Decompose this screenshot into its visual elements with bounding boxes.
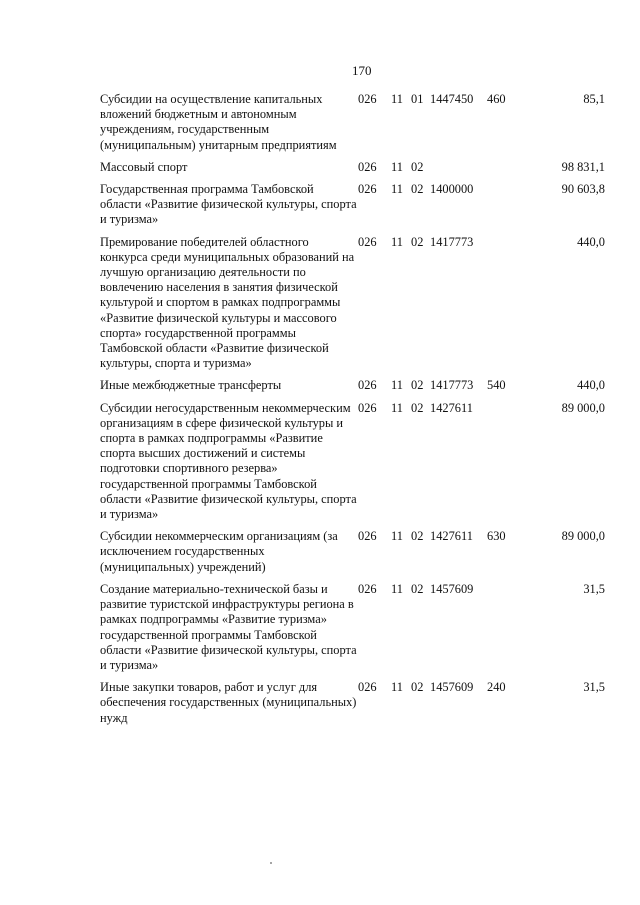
row-amount: 90 603,8 — [561, 182, 605, 197]
row-section-code: 11 — [391, 680, 403, 695]
row-section-code: 11 — [391, 400, 403, 415]
row-subsection-code: 02 — [411, 182, 424, 197]
row-department-code: 026 — [358, 581, 377, 596]
row-name: Массовый спорт — [100, 159, 188, 174]
row-section-code: 11 — [391, 182, 403, 197]
row-amount: 85,1 — [583, 92, 605, 106]
row-department-code: 026 — [358, 680, 377, 695]
row-department-code: 026 — [358, 234, 377, 249]
row-department-code: 026 — [358, 159, 377, 174]
row-name: Субсидии некоммерческим организациям (за исключением государственных (муниципальных) учреждений) — [100, 529, 338, 574]
row-target-code: 1457609 — [430, 680, 474, 695]
table-row — [100, 378, 605, 393]
row-department-code: 026 — [358, 529, 377, 544]
budget-table — [100, 92, 605, 733]
table-row — [100, 92, 605, 153]
scan-dot — [270, 862, 272, 864]
row-target-code: 1417773 — [430, 378, 474, 393]
table-row — [100, 529, 605, 575]
row-name: Иные межбюджетные трансферты — [100, 378, 282, 393]
row-target-code: 1400000 — [430, 182, 474, 197]
row-name: Государственная программа Тамбовской области «Развитие физической культуры, спорта и туризма» — [100, 182, 357, 227]
row-department-code: 026 — [358, 182, 377, 197]
row-target-code: 1427611 — [430, 529, 473, 544]
table-row — [100, 582, 605, 673]
row-subsection-code: 02 — [411, 400, 424, 415]
row-target-code: 1447450 — [430, 92, 474, 106]
table-row — [100, 235, 605, 372]
row-amount: 98 831,1 — [561, 159, 605, 174]
row-subsection-code: 02 — [411, 378, 424, 393]
row-target-code: 1417773 — [430, 234, 474, 249]
row-subsection-code: 02 — [411, 529, 424, 544]
row-target-code: 1427611 — [430, 400, 473, 415]
row-section-code: 11 — [391, 378, 403, 393]
row-department-code: 026 — [358, 378, 377, 393]
row-subsection-code: 02 — [411, 680, 424, 695]
row-amount: 31,5 — [583, 581, 605, 596]
table-row — [100, 182, 605, 228]
page-number: 170 — [352, 63, 372, 78]
row-subsection-code: 02 — [411, 581, 424, 596]
row-expense-type-code: 630 — [487, 529, 506, 544]
row-name: Создание материально-технической базы и развитие туристской инфраструктуры региона в рамках подпрограммы «Развитие туризма» государственной программы Тамбовской области «Развитие физической культуры, спорта и туризма» — [100, 581, 357, 672]
row-section-code: 11 — [391, 581, 403, 596]
row-department-code: 026 — [358, 400, 377, 415]
table-row — [100, 160, 605, 175]
row-subsection-code: 02 — [411, 159, 424, 174]
row-amount: 440,0 — [577, 234, 605, 249]
row-amount: 89 000,0 — [561, 400, 605, 415]
row-department-code: 026 — [358, 92, 377, 106]
row-subsection-code: 02 — [411, 234, 424, 249]
table-row — [100, 680, 605, 726]
row-name: Субсидии на осуществление капитальных вложений бюджетным и автономным учреждениям, государственным (муниципальным) унитарным предприятиям — [100, 92, 337, 152]
row-amount: 440,0 — [577, 378, 605, 393]
row-section-code: 11 — [391, 92, 403, 106]
row-amount: 31,5 — [583, 680, 605, 695]
row-section-code: 11 — [391, 529, 403, 544]
row-name: Субсидии негосударственным некоммерческим организациям в сфере физической культуры и спорта в рамках подпрограммы «Развитие спорта высших достижений и системы подготовки спортивного резерва» государственной программы Тамбовской области «Развитие физической культуры, спорта и туризма» — [100, 400, 357, 522]
row-expense-type-code: 240 — [487, 680, 506, 695]
row-name: Иные закупки товаров, работ и услуг для обеспечения государственных (муниципальных) нужд — [100, 680, 357, 725]
table-row — [100, 401, 605, 523]
row-section-code: 11 — [391, 159, 403, 174]
row-expense-type-code: 460 — [487, 92, 506, 106]
row-target-code: 1457609 — [430, 581, 474, 596]
row-amount: 89 000,0 — [561, 529, 605, 544]
row-name: Премирование победителей областного конкурса среди муниципальных образований на лучшую организацию деятельности по вовлечению населения в занятия физической культурой и спортом в рамках подпрограммы «Развитие физической культуры и массового спорта» государственной программы Тамбовской области «Развитие физической культуры, спорта и туризма» — [100, 234, 355, 371]
row-expense-type-code: 540 — [487, 378, 506, 393]
row-section-code: 11 — [391, 234, 403, 249]
row-subsection-code: 01 — [411, 92, 424, 106]
